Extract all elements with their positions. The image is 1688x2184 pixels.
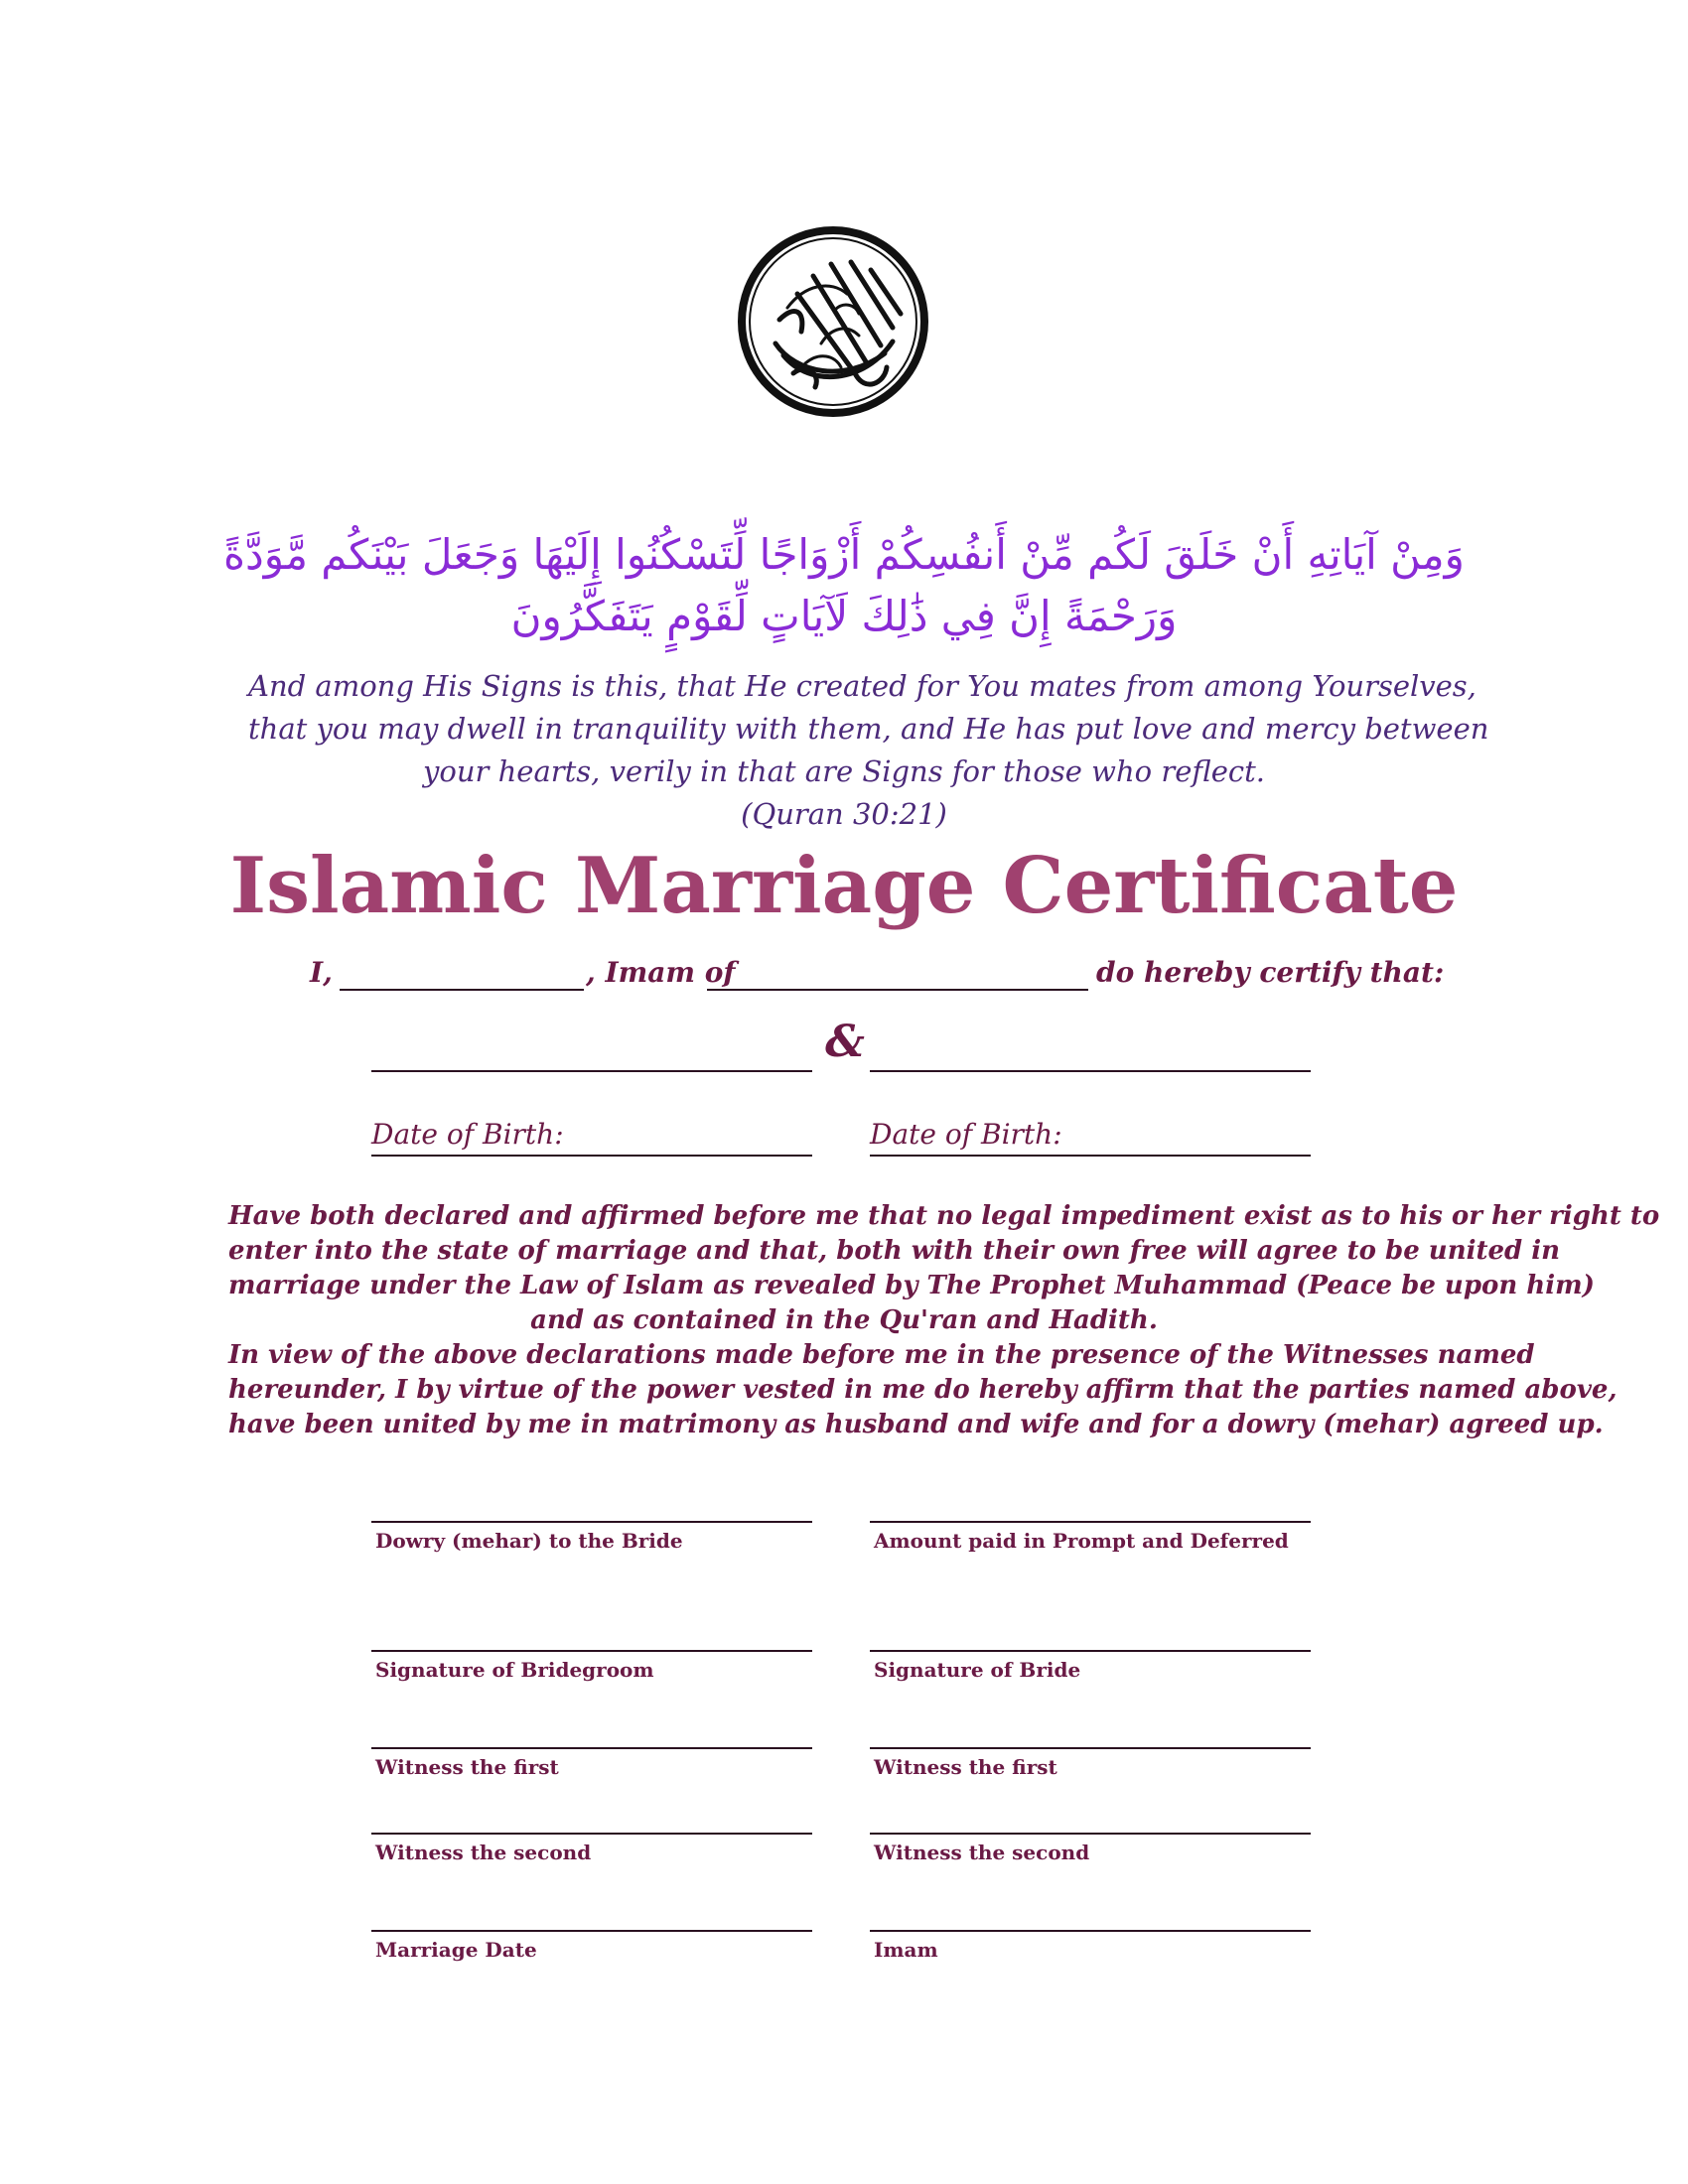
witness-first-left-field[interactable] — [371, 1747, 812, 1749]
bridegroom-signature-label: Signature of Bridegroom — [375, 1658, 654, 1682]
amount-paid-field[interactable] — [870, 1521, 1311, 1523]
imam-signature-label: Imam — [874, 1938, 938, 1962]
bride-name-field[interactable] — [870, 1070, 1311, 1072]
translation-line-3: your hearts, verily in that are Signs for those who reflect. — [423, 754, 1265, 788]
witness-second-left-label: Witness the second — [375, 1841, 592, 1864]
arabic-line-1: وَمِنْ آيَاتِهِ أَنْ خَلَقَ لَكُم مِّنْ أَنفُسِكُمْ أَزْوَاجًا لِّتَسْكُنُوا إِلَيْهَا وَجَعَلَ بَيْنَكُم مَّوَدَّةً — [223, 530, 1465, 579]
marriage-date-field[interactable] — [371, 1930, 812, 1932]
translation-line-2: that you may dwell in tranquility with them, and He has put love and mercy between — [248, 712, 1489, 746]
certificate-title: Islamic Marriage Certificate — [229, 841, 1459, 931]
certify-prefix: I, — [310, 956, 333, 989]
witness-second-right-label: Witness the second — [874, 1841, 1090, 1864]
declaration-line: In view of the above declarations made before me in the presence of the Witnesses named — [228, 1340, 1535, 1370]
declaration-line: Have both declared and affirmed before me that no legal impediment exist as to his or her right to — [228, 1201, 1660, 1231]
imam-name-field[interactable] — [340, 989, 584, 991]
groom-dob-field[interactable] — [371, 1115, 812, 1157]
quran-verse-translation — [248, 665, 1489, 836]
groom-dob-label: Date of Birth: — [371, 1118, 564, 1151]
bride-signature-label: Signature of Bride — [874, 1658, 1081, 1682]
declaration-line: hereunder, I by virtue of the power vested in me do hereby affirm that the parties named above, — [228, 1375, 1618, 1405]
bride-dob-label: Date of Birth: — [870, 1118, 1062, 1151]
ampersand: & — [825, 1017, 865, 1067]
groom-name-field[interactable] — [371, 1070, 812, 1072]
declaration-line: have been united by me in matrimony as husband and wife and for a dowry (mehar) agreed up. — [228, 1410, 1604, 1439]
declaration-line: enter into the state of marriage and that, both with their own free will agree to be united in — [228, 1236, 1561, 1266]
certify-imam-of: , Imam of — [586, 956, 736, 989]
marriage-date-label: Marriage Date — [375, 1938, 537, 1962]
imam-signature-field[interactable] — [870, 1930, 1311, 1932]
witness-first-right-label: Witness the first — [874, 1755, 1057, 1779]
translation-line-1: And among His Signs is this, that He created for You mates from among Yourselves, — [248, 669, 1477, 703]
declaration-line: and as contained in the Qu'ran and Hadith. — [530, 1305, 1158, 1335]
bridegroom-signature-field[interactable] — [371, 1650, 812, 1652]
witness-first-left-label: Witness the first — [375, 1755, 559, 1779]
declaration-paragraph — [228, 1199, 1660, 1442]
amount-paid-label: Amount paid in Prompt and Deferred — [874, 1529, 1289, 1553]
basmala-calligraphy-seal-icon — [736, 224, 930, 419]
mosque-name-field[interactable] — [707, 989, 1088, 991]
verse-reference: (Quran 30:21) — [741, 797, 947, 831]
bride-signature-field[interactable] — [870, 1650, 1311, 1652]
imam-certify-line — [298, 951, 1445, 995]
witness-first-right-field[interactable] — [870, 1747, 1311, 1749]
declaration-line: marriage under the Law of Islam as revealed by The Prophet Muhammad (Peace be upon him) — [228, 1271, 1595, 1300]
dowry-label: Dowry (mehar) to the Bride — [375, 1529, 683, 1553]
arabic-line-2: وَرَحْمَةً إِنَّ فِي ذَٰلِكَ لَآيَاتٍ لِّقَوْمٍ يَتَفَكَّرُونَ — [510, 592, 1178, 640]
dowry-field[interactable] — [371, 1521, 812, 1523]
witness-second-left-field[interactable] — [371, 1833, 812, 1835]
bride-dob-field[interactable] — [870, 1115, 1311, 1157]
witness-second-right-field[interactable] — [870, 1833, 1311, 1835]
quran-verse-arabic — [199, 524, 1489, 647]
certify-suffix: do hereby certify that: — [1096, 956, 1445, 989]
